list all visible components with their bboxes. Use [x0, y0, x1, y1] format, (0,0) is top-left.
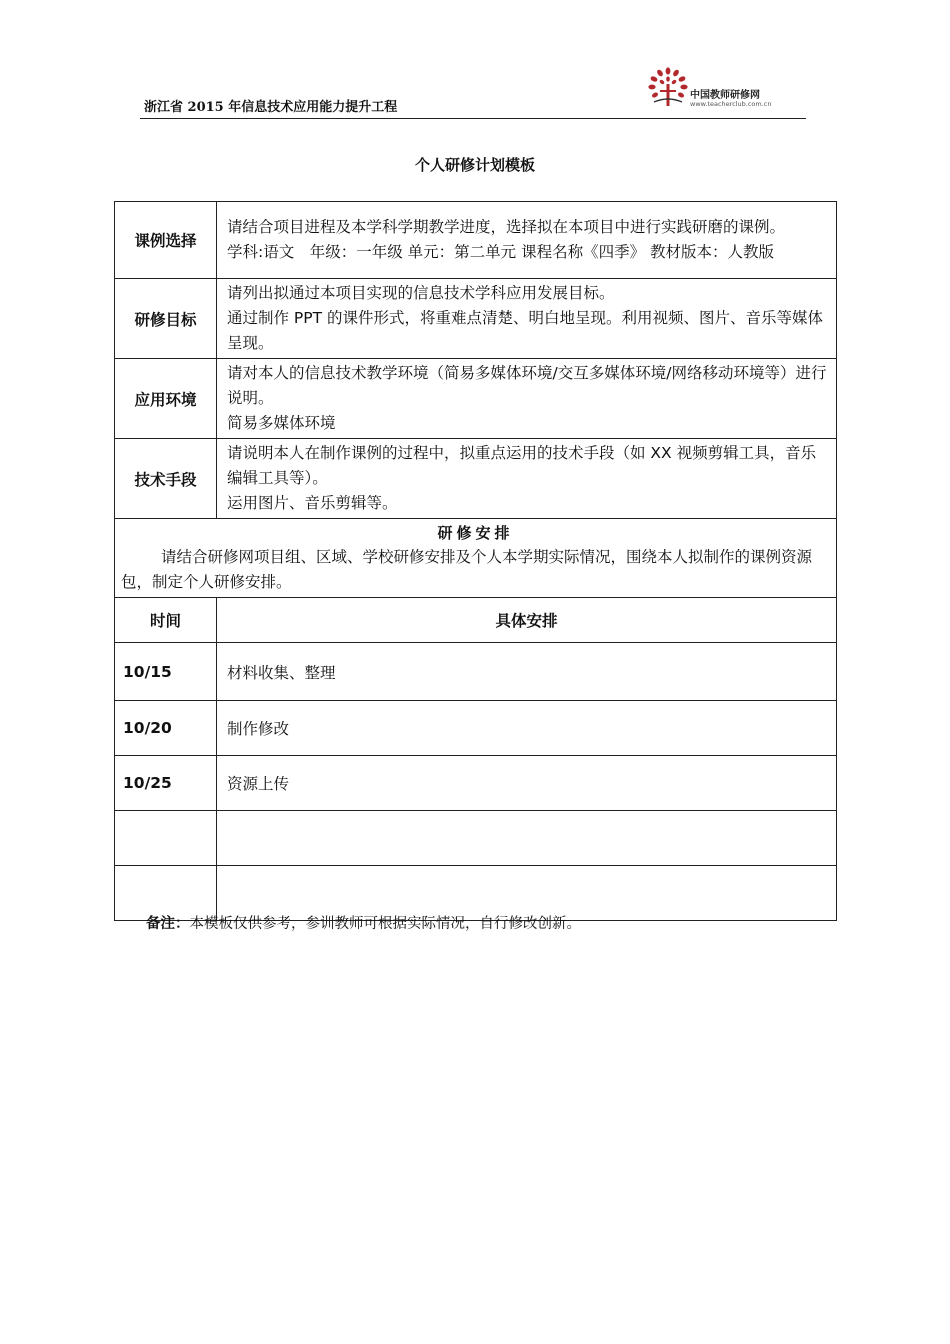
plan-description: 请结合研修网项目组、区域、学校研修安排及个人本学期实际情况，围绕本人拟制作的课例资源包，制定个人研修安排。: [121, 548, 813, 591]
section-row-environment: [115, 359, 837, 439]
plan-header-row: [115, 519, 837, 598]
section-prompt: 请列出拟通过本项目实现的信息技术学科应用发展目标。: [227, 284, 615, 302]
section-label: 技术手段: [115, 439, 217, 519]
plan-title: 研修安排: [437, 524, 514, 542]
footnote-label: 备注：: [146, 915, 190, 932]
teacherclub-logo: [646, 66, 806, 112]
table-row: [115, 643, 837, 701]
footnote: [146, 912, 581, 933]
section-content: [217, 359, 837, 439]
section-row-case-selection: [115, 202, 837, 279]
section-answer: 运用图片、音乐剪辑等。: [227, 494, 398, 512]
page-header: [140, 60, 806, 119]
header-title: 浙江省 2015 年信息技术应用能力提升工程: [144, 100, 398, 115]
row-time: 10/15: [115, 643, 217, 701]
section-label: 应用环境: [115, 359, 217, 439]
section-label: 课例选择: [115, 202, 217, 279]
column-header-arrangement: 具体安排: [217, 598, 837, 643]
row-time: 10/20: [115, 701, 217, 756]
table-row: [115, 811, 837, 866]
row-time: 10/25: [115, 756, 217, 811]
table-row: [115, 701, 837, 756]
table-row: [115, 756, 837, 811]
section-answer: 通过制作 PPT 的课件形式，将重难点清楚、明白地呈现。利用视频、图片、音乐等媒体呈现。: [227, 309, 824, 352]
column-header-time: 时间: [115, 598, 217, 643]
row-time: [115, 811, 217, 866]
row-arrangement: 材料收集、整理: [217, 643, 837, 701]
section-answer: 学科:语文 年级：一年级 单元：第二单元 课程名称《四季》 教材版本：人教版: [227, 243, 775, 261]
section-content: [217, 439, 837, 519]
row-arrangement: 资源上传: [217, 756, 837, 811]
logo-name: 中国教师研修网: [690, 90, 760, 101]
section-answer: 简易多媒体环境: [227, 414, 336, 432]
section-content: [217, 202, 837, 279]
section-row-goals: [115, 279, 837, 359]
plan-header-cell: [115, 519, 837, 598]
row-arrangement: [217, 811, 837, 866]
logo-flower-icon: [646, 66, 690, 110]
section-prompt: 请对本人的信息技术教学环境（简易多媒体环境/交互多媒体环境/网络移动环境等）进行说明。: [227, 364, 827, 407]
plan-template-table: [114, 201, 837, 921]
section-label: 研修目标: [115, 279, 217, 359]
section-content: [217, 279, 837, 359]
row-arrangement: 制作修改: [217, 701, 837, 756]
section-prompt: 请结合项目进程及本学科学期教学进度，选择拟在本项目中进行实践研磨的课例。: [227, 218, 786, 236]
section-row-techniques: [115, 439, 837, 519]
plan-column-header-row: [115, 598, 837, 643]
section-prompt: 请说明本人在制作课例的过程中，拟重点运用的技术手段（如 XX 视频剪辑工具，音乐编辑工具等）。: [227, 444, 817, 487]
logo-url: www.teacherclub.com.cn: [690, 100, 772, 108]
document-title: 个人研修计划模板: [414, 156, 535, 174]
footnote-text: 本模板仅供参考，参训教师可根据实际情况，自行修改创新。: [189, 916, 581, 932]
